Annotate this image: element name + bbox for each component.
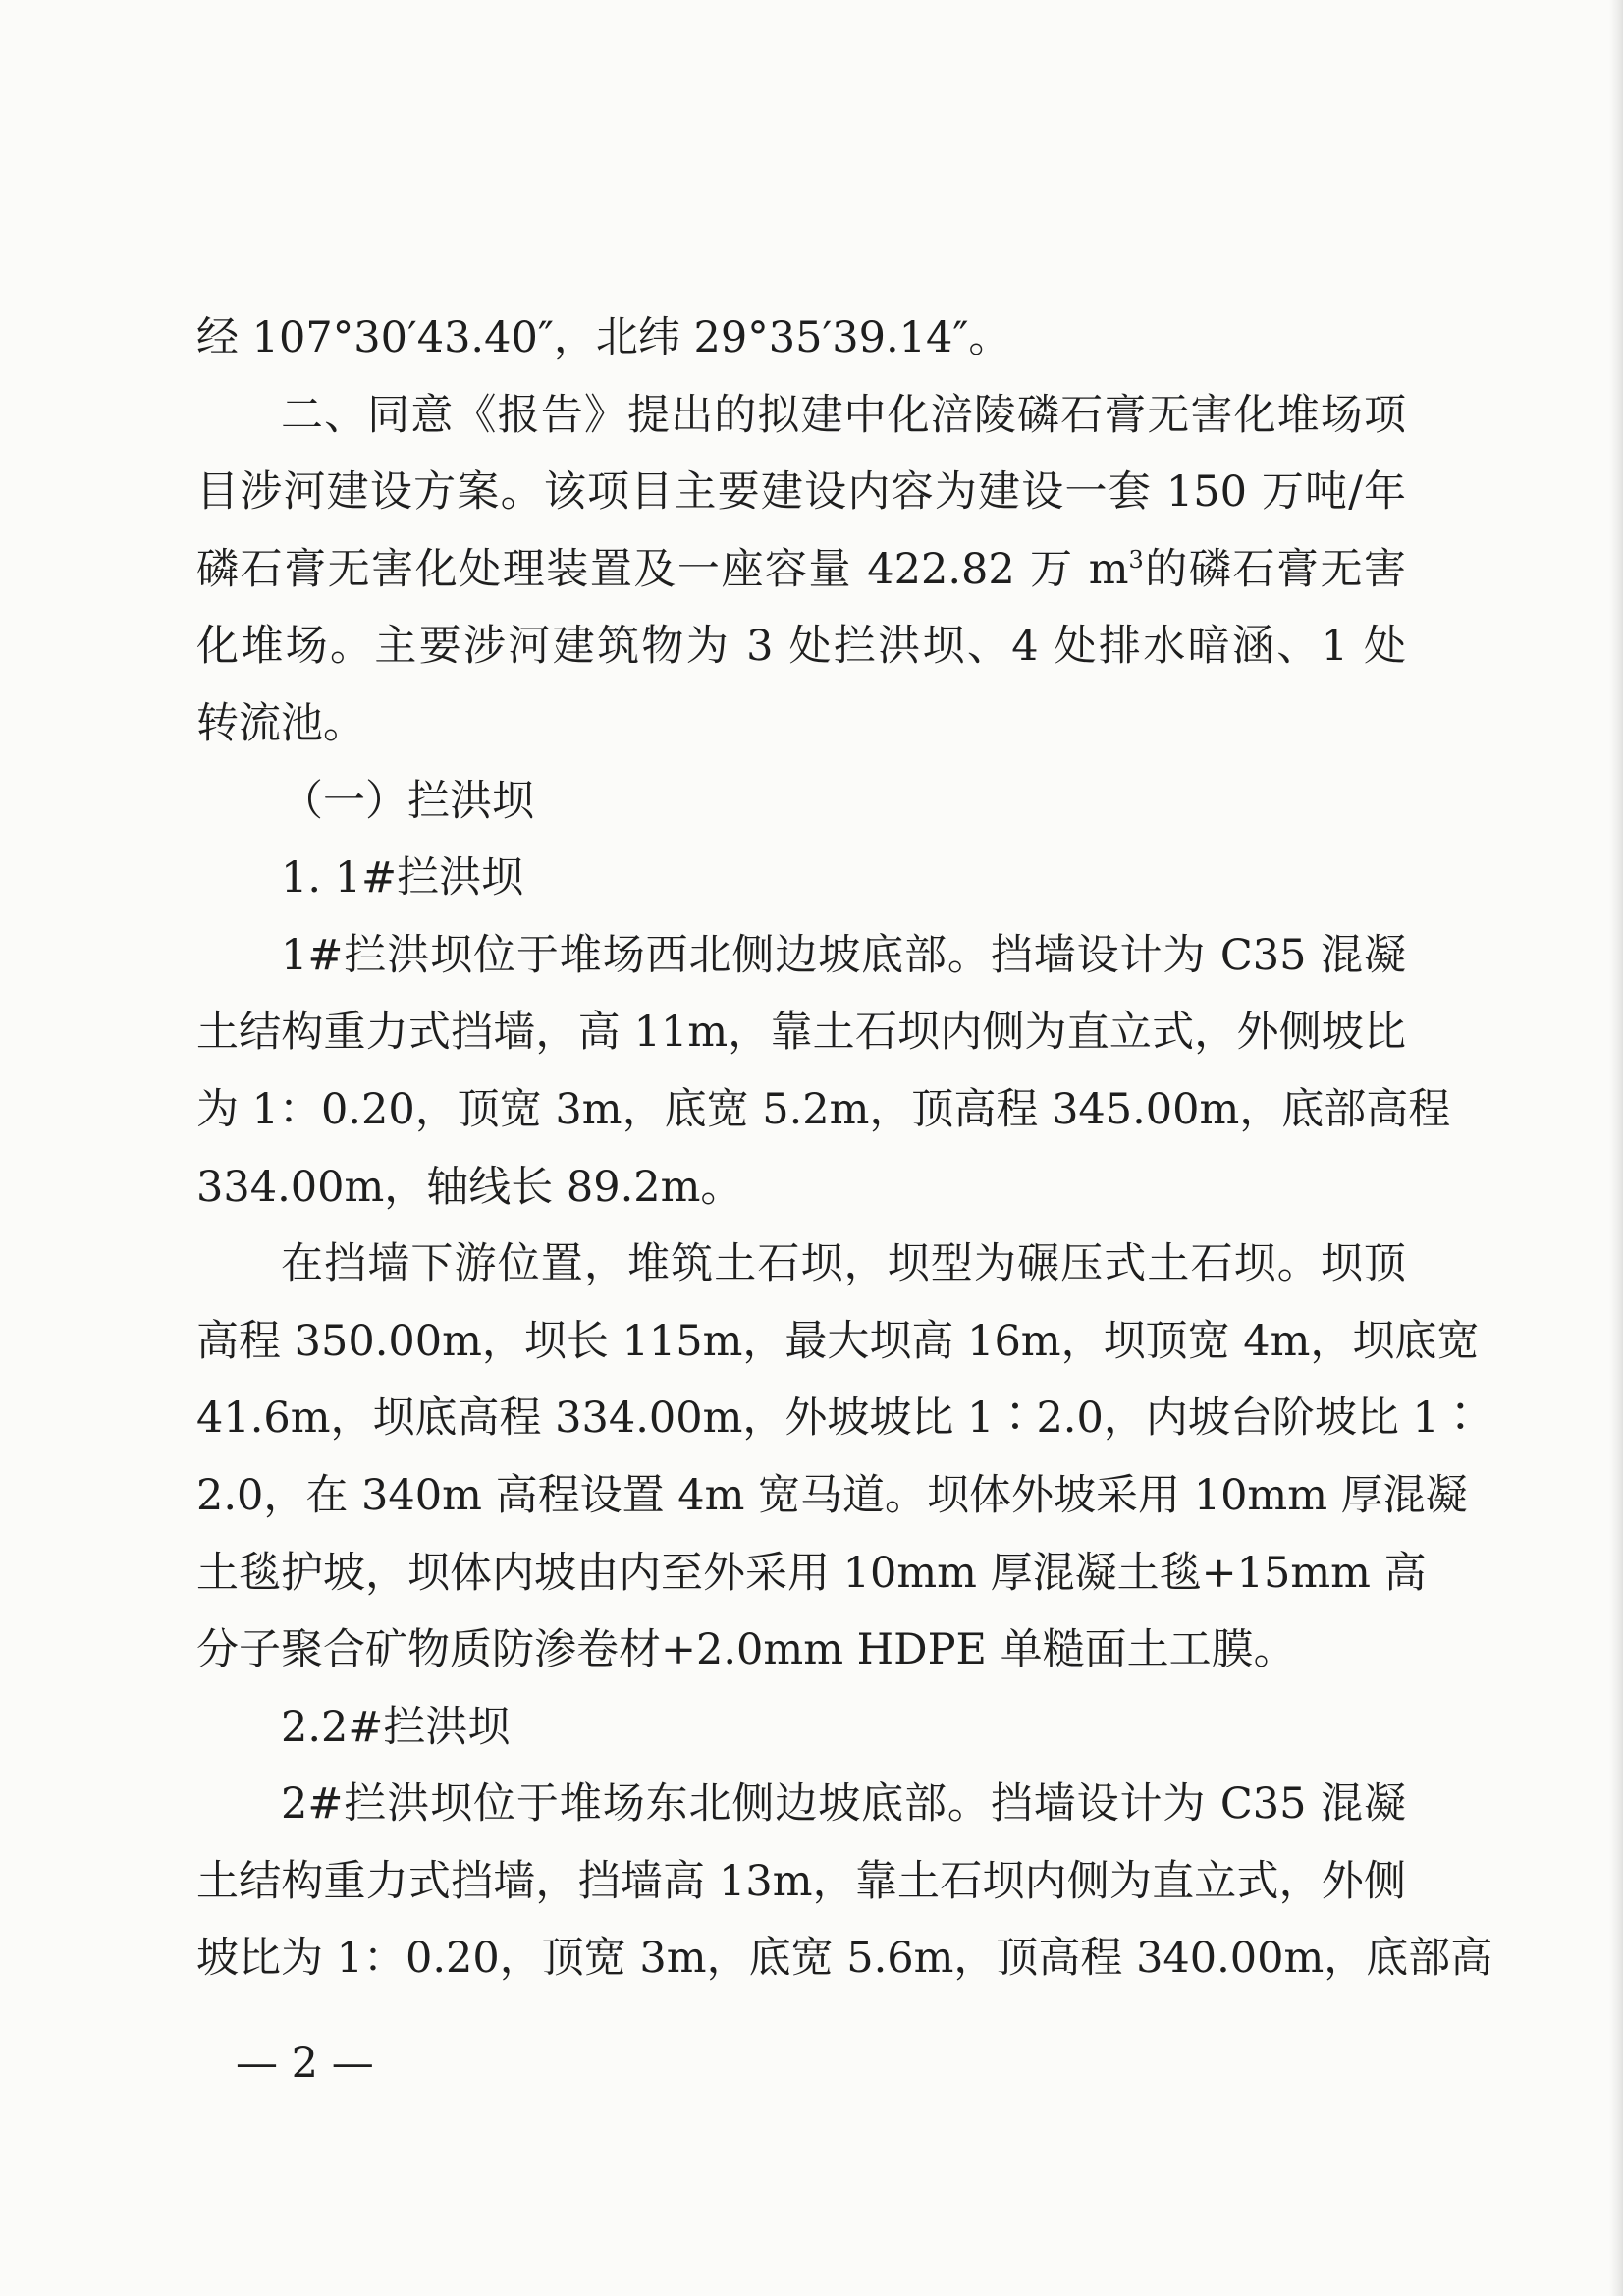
- dam1-earth-line-4: 2.0，在 340m 高程设置 4m 宽马道。坝体外坡采用 10mm 厚混凝: [196, 1470, 1468, 1520]
- dam1-earth-line-5: 土毯护坡，坝体内坡由内至外采用 10mm 厚混凝土毯+15mm 高: [196, 1548, 1427, 1598]
- dam1-wall-line-1: 1#拦洪坝位于堆场西北侧边坡底部。挡墙设计为 C35 混凝: [281, 930, 1406, 980]
- dam2-wall-line-3: 坡比为 1：0.20，顶宽 3m，底宽 5.6m，顶高程 340.00m，底部高: [196, 1934, 1493, 1984]
- cubic-superscript: 3: [1128, 545, 1144, 574]
- dam1-wall-line-4: 334.00m，轴线长 89.2m。: [196, 1162, 743, 1212]
- section-heading: （一）拦洪坝: [281, 776, 534, 826]
- approval-line-3-text: 磷石膏无害化处理装置及一座容量 422.82 万 m: [196, 544, 1129, 594]
- dam2-heading: 2.2#拦洪坝: [281, 1702, 511, 1752]
- approval-line-1: 二、同意《报告》提出的拟建中化涪陵磷石膏无害化堆场项: [281, 390, 1406, 440]
- dam2-wall-line-2: 土结构重力式挡墙，挡墙高 13m，靠土石坝内侧为直立式，外侧: [196, 1856, 1406, 1906]
- dam1-earth-line-6: 分子聚合矿物质防渗卷材+2.0mm HDPE 单糙面土工膜。: [196, 1625, 1296, 1675]
- approval-line-3-after: 的磷石膏无害: [1143, 544, 1406, 594]
- approval-line-4: 化堆场。主要涉河建筑物为 3 处拦洪坝、4 处排水暗涵、1 处: [196, 622, 1406, 672]
- approval-line-5: 转流池。: [196, 698, 365, 748]
- coordinates-line: 经 107°30′43.40″，北纬 29°35′39.14″。: [196, 313, 1011, 362]
- dam1-earth-line-1: 在挡墙下游位置，堆筑土石坝，坝型为碾压式土石坝。坝顶: [281, 1239, 1406, 1289]
- dam1-heading: 1. 1#拦洪坝: [281, 853, 524, 903]
- dam1-wall-line-2: 土结构重力式挡墙，高 11m，靠土石坝内侧为直立式，外侧坡比: [196, 1008, 1406, 1058]
- page-edge-shadow: [1609, 0, 1623, 2296]
- dam1-wall-line-3: 为 1：0.20，顶宽 3m，底宽 5.2m，顶高程 345.00m，底部高程: [196, 1084, 1451, 1134]
- dam1-earth-line-2: 高程 350.00m，坝长 115m，最大坝高 16m，坝顶宽 4m，坝底宽: [196, 1316, 1480, 1366]
- dam2-wall-line-1: 2#拦洪坝位于堆场东北侧边坡底部。挡墙设计为 C35 混凝: [281, 1779, 1406, 1830]
- page-number: — 2 —: [236, 2039, 374, 2088]
- approval-line-2: 目涉河建设方案。该项目主要建设内容为建设一套 150 万吨/年: [196, 467, 1406, 518]
- approval-line-3: [196, 531, 1406, 609]
- body-text: [196, 300, 1493, 1997]
- dam1-earth-line-3: 41.6m，坝底高程 334.00m，外坡坡比 1∶2.0，内坡台阶坡比 1∶: [196, 1394, 1482, 1444]
